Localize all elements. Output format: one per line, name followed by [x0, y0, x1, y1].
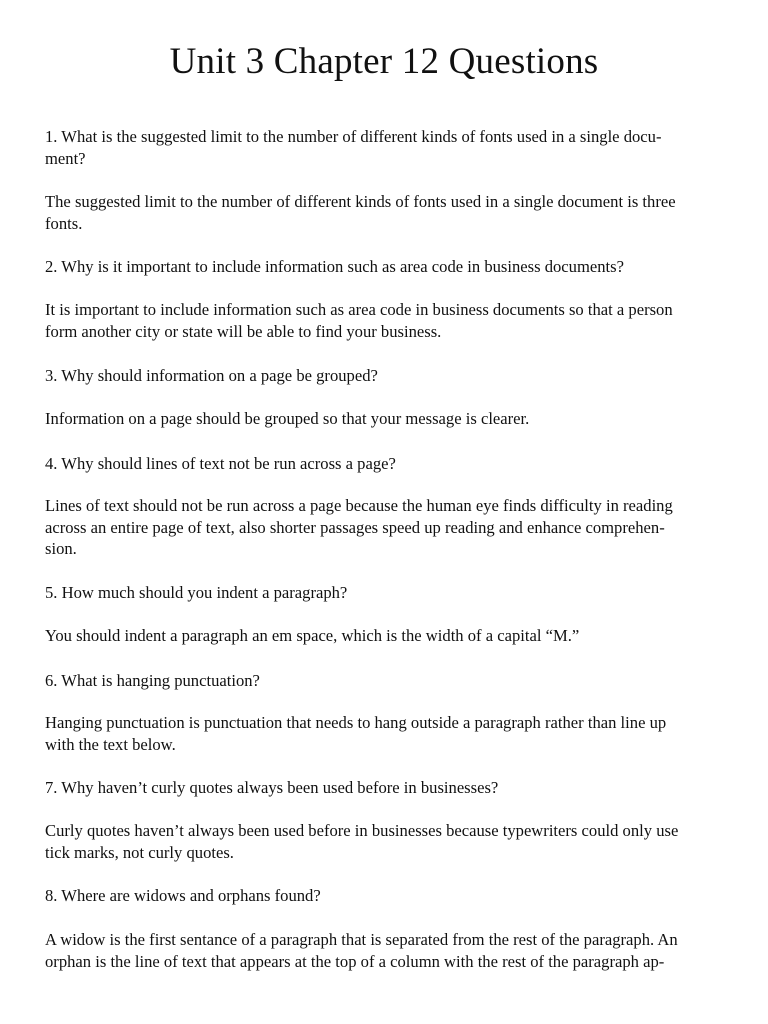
text-line: The suggested limit to the number of different kinds of fonts used in a single document is three [45, 192, 676, 211]
text-line: Curly quotes haven’t always been used before in businesses because typewriters could only use [45, 821, 679, 840]
question-paragraph [45, 670, 725, 692]
text-line: form another city or state will be able to find your business. [45, 321, 442, 341]
question-paragraph [45, 885, 725, 907]
text-line: It is important to include information such as area code in business documents so that a person [45, 300, 673, 319]
text-line: across an entire page of text, also shorter passages speed up reading and enhance comprehen- [45, 517, 665, 537]
answer-paragraph [45, 408, 725, 430]
question-paragraph [45, 582, 725, 604]
text-line: 1. What is the suggested limit to the number of different kinds of fonts used in a single docu- [45, 127, 662, 146]
text-line: Lines of text should not be run across a page because the human eye finds difficulty in reading [45, 496, 673, 515]
answer-paragraph [45, 495, 725, 560]
question-paragraph [45, 126, 725, 169]
text-line: ment? [45, 148, 86, 168]
text-line: 7. Why haven’t curly quotes always been used before in businesses? [45, 778, 499, 797]
text-line: fonts. [45, 213, 83, 233]
text-line: tick marks, not curly quotes. [45, 842, 234, 862]
question-paragraph [45, 453, 725, 475]
page-title: Unit 3 Chapter 12 Questions [169, 41, 599, 82]
answer-paragraph [45, 820, 725, 863]
text-line: You should indent a paragraph an em space, which is the width of a capital “M.” [45, 626, 580, 645]
text-line: 2. Why is it important to include information such as area code in business documents? [45, 257, 624, 276]
answer-paragraph [45, 712, 725, 755]
text-line: A widow is the first sentance of a paragraph that is separated from the rest of the paragraph. An [45, 930, 678, 949]
text-line: 3. Why should information on a page be grouped? [45, 366, 378, 385]
text-line: 4. Why should lines of text not be run across a page? [45, 454, 396, 473]
answer-paragraph [45, 625, 725, 647]
text-line: orphan is the line of text that appears at the top of a column with the rest of the paragraph ap- [45, 951, 665, 971]
text-line: Hanging punctuation is punctuation that needs to hang outside a paragraph rather than line up [45, 713, 667, 732]
question-paragraph [45, 256, 725, 278]
text-line: 5. How much should you indent a paragraph? [45, 583, 348, 602]
text-line: 6. What is hanging punctuation? [45, 671, 260, 690]
text-line: with the text below. [45, 734, 176, 754]
question-paragraph [45, 365, 725, 387]
answer-paragraph [45, 191, 725, 234]
answer-paragraph [45, 929, 725, 972]
text-line: sion. [45, 539, 77, 559]
answer-paragraph [45, 299, 725, 342]
question-paragraph [45, 777, 725, 799]
text-line: Information on a page should be grouped so that your message is clearer. [45, 409, 530, 428]
text-line: 8. Where are widows and orphans found? [45, 886, 321, 905]
